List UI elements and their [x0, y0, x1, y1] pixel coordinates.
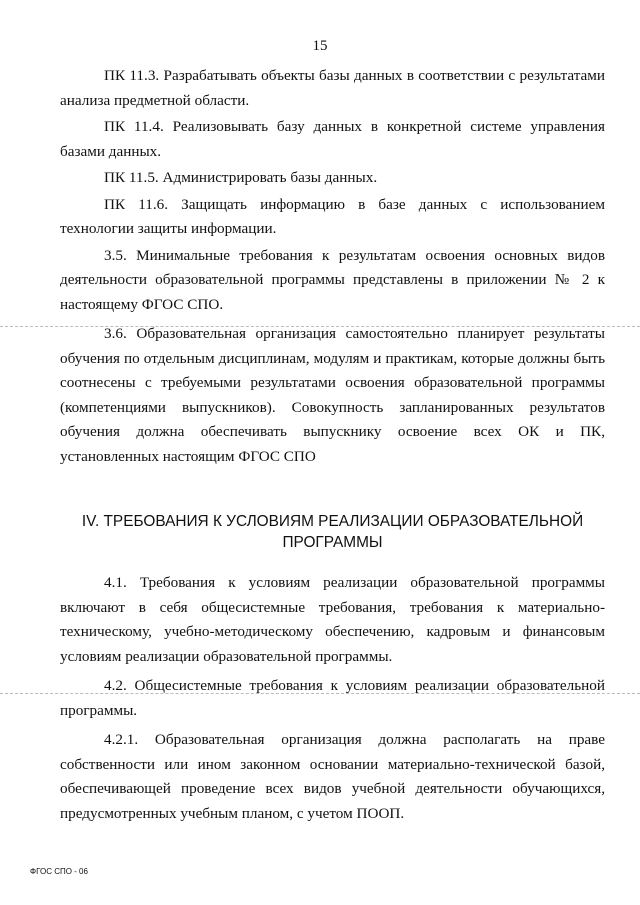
document-body [60, 64, 605, 826]
footer-label: ФГОС СПО - 06 [30, 867, 88, 876]
page-number: 15 [312, 38, 328, 54]
paragraph-4-2: 4.2. Общесистемные требования к условиям реализации образовательной программы. [60, 677, 605, 719]
paragraph-3-5: 3.5. Минимальные требования к результатам освоения основных видов деятельности образовательной программы представлены в приложении № 2 к настоящему ФГОС СПО. [60, 246, 605, 313]
paragraph-4-1: 4.1. Требования к условиям реализации образовательной программы включают в себя общесистемные требования, требования к материально-техническому, учебно-методическому обеспечению, кадровым и финансовым условиям реализации образовательной программы. [60, 574, 605, 665]
paragraph-pk-11-6: ПК 11.6. Защищать информацию в базе данных с использованием технологии защиты информации. [60, 195, 605, 237]
paragraph-3-6: 3.6. Образовательная организация самостоятельно планирует результаты обучения по отдельным дисциплинам, модулям и практикам, которые должны быть соотнесены с требуемыми результатами освоения образовательной программы (компетенциями выпускников). Совокупность запланированных результатов обучения должна обеспечивать выпускнику освоение всех ОК и ПК, установленных настоящим ФГОС СПО [60, 325, 605, 465]
paragraph-pk-11-4: ПК 11.4. Реализовывать базу данных в конкретной системе управления базами данных. [60, 118, 605, 160]
paragraph-4-2-1: 4.2.1. Образовательная организация должна располагать на праве собственности или ином законном основании материально-технической базой, обеспечивающей проведение всех видов учебной деятельности обучающихся, предусмотренных учебным планом, с учетом ПООП. [60, 731, 605, 822]
paragraph-pk-11-5: ПК 11.5. Администрировать базы данных. [104, 169, 378, 186]
paragraph-pk-11-3: ПК 11.3. Разрабатывать объекты базы данных в соответствии с результатами анализа предметной области. [60, 67, 605, 109]
section-heading: IV. ТРЕБОВАНИЯ К УСЛОВИЯМ РЕАЛИЗАЦИИ ОБРАЗОВАТЕЛЬНОЙ ПРОГРАММЫ [81, 513, 584, 551]
